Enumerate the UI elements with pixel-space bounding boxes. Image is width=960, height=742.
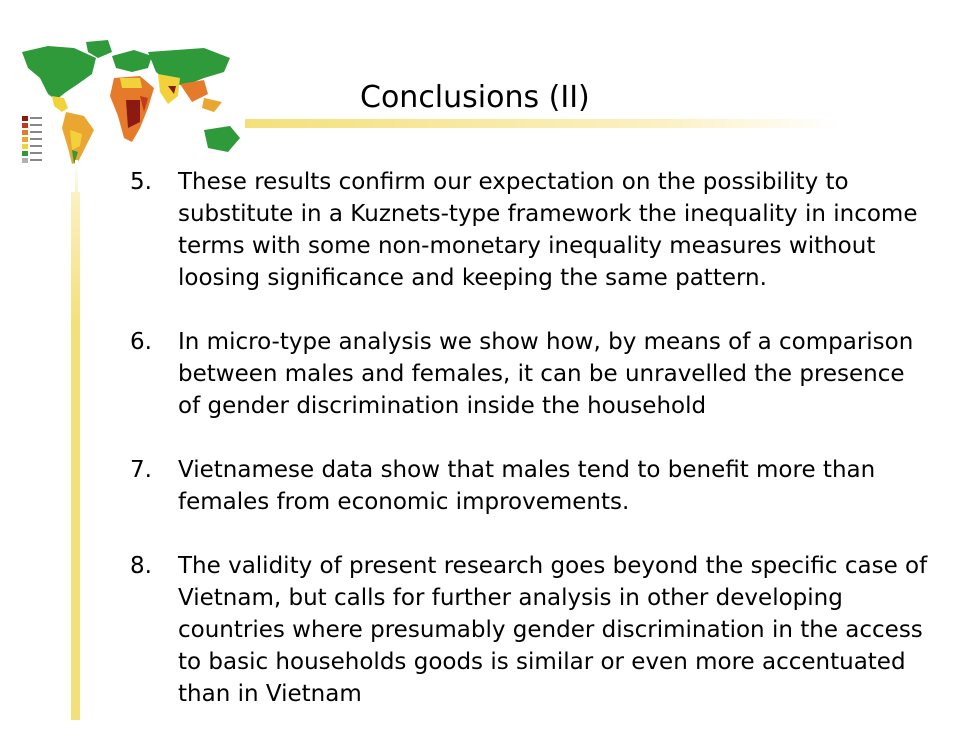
list-item <box>130 166 930 294</box>
conclusions-list <box>130 166 930 742</box>
world-map-icon <box>8 38 248 168</box>
slide-title: Conclusions (II) <box>360 80 590 115</box>
item-text: Vietnamese data show that males tend to benefit more than females from economic improvements. <box>178 457 876 515</box>
item-number: 7. <box>130 457 152 483</box>
title-accent-bar <box>245 119 840 128</box>
list-item <box>130 326 930 422</box>
item-number: 6. <box>130 329 152 355</box>
item-text: In micro-type analysis we show how, by means of a comparison between males and females, it can be unravelled the presence of gender discrimination inside the household <box>178 329 914 419</box>
item-text: These results confirm our expectation on the possibility to substitute in a Kuznets-type framework the inequality in income terms with some non-monetary inequality measures without loosing significance and keeping the same pattern. <box>178 169 918 291</box>
side-accent-bar <box>71 192 80 720</box>
item-text: The validity of present research goes beyond the specific case of Vietnam, but calls for further analysis in other developing countries where presumably gender discrimination in the access to basic households goods is similar or even more accentuated than in Vietnam <box>178 553 928 707</box>
list-item <box>130 550 930 710</box>
list-item <box>130 454 930 518</box>
item-number: 8. <box>130 553 152 579</box>
item-number: 5. <box>130 169 152 195</box>
